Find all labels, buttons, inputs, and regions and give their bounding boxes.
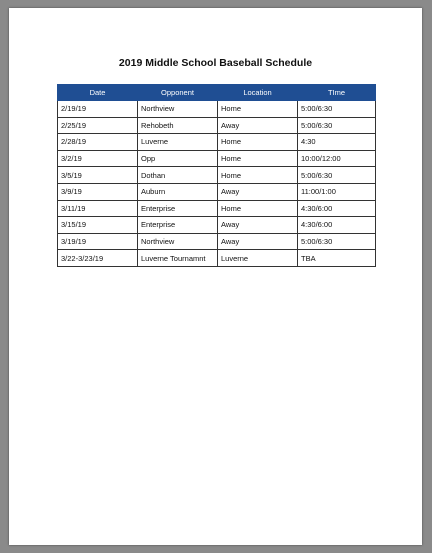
table-row <box>58 217 376 234</box>
location-cell: Home <box>218 101 298 118</box>
time-cell: 11:00/1:00 <box>298 183 376 200</box>
opponent-cell: Auburn <box>138 183 218 200</box>
date-cell: 3/5/19 <box>58 167 138 184</box>
table-row <box>58 167 376 184</box>
location-cell: Home <box>218 150 298 167</box>
time-cell: 5:00/6:30 <box>298 167 376 184</box>
document-page <box>9 8 422 545</box>
time-cell: TBA <box>298 250 376 267</box>
table-body <box>58 101 376 267</box>
location-cell: Away <box>218 117 298 134</box>
opponent-cell: Enterprise <box>138 200 218 217</box>
location-cell: Home <box>218 200 298 217</box>
time-cell: 4:30/6:00 <box>298 217 376 234</box>
opponent-cell: Enterprise <box>138 217 218 234</box>
opponent-cell: Dothan <box>138 167 218 184</box>
opponent-cell: Luverne <box>138 134 218 151</box>
time-cell: 4:30/6:00 <box>298 200 376 217</box>
location-cell: Away <box>218 183 298 200</box>
table-row <box>58 233 376 250</box>
time-cell: 5:00/6:30 <box>298 233 376 250</box>
time-cell: 5:00/6:30 <box>298 101 376 118</box>
table-row <box>58 134 376 151</box>
column-header-location: Location <box>218 85 298 101</box>
table-row <box>58 150 376 167</box>
column-header-opponent: Opponent <box>138 85 218 101</box>
column-header-date: Date <box>58 85 138 101</box>
location-cell: Home <box>218 167 298 184</box>
time-cell: 4:30 <box>298 134 376 151</box>
opponent-cell: Northview <box>138 233 218 250</box>
time-cell: 10:00/12:00 <box>298 150 376 167</box>
date-cell: 3/2/19 <box>58 150 138 167</box>
date-cell: 2/19/19 <box>58 101 138 118</box>
date-cell: 3/11/19 <box>58 200 138 217</box>
table-row <box>58 250 376 267</box>
time-cell: 5:00/6:30 <box>298 117 376 134</box>
date-cell: 3/19/19 <box>58 233 138 250</box>
table-row <box>58 200 376 217</box>
table-row <box>58 183 376 200</box>
opponent-cell: Rehobeth <box>138 117 218 134</box>
date-cell: 3/15/19 <box>58 217 138 234</box>
schedule-title: 2019 Middle School Baseball Schedule <box>118 57 313 69</box>
column-header-time: TIme <box>298 85 376 101</box>
table-header-row <box>58 85 376 101</box>
opponent-cell: Northview <box>138 101 218 118</box>
table-row <box>58 101 376 118</box>
location-cell: Away <box>218 233 298 250</box>
date-cell: 2/28/19 <box>58 134 138 151</box>
location-cell: Home <box>218 134 298 151</box>
opponent-cell: Opp <box>138 150 218 167</box>
opponent-cell: Luverne Tournamnt <box>138 250 218 267</box>
table-row <box>58 117 376 134</box>
date-cell: 3/9/19 <box>58 183 138 200</box>
location-cell: Luverne <box>218 250 298 267</box>
schedule-table <box>57 84 376 267</box>
date-cell: 2/25/19 <box>58 117 138 134</box>
location-cell: Away <box>218 217 298 234</box>
date-cell: 3/22-3/23/19 <box>58 250 138 267</box>
